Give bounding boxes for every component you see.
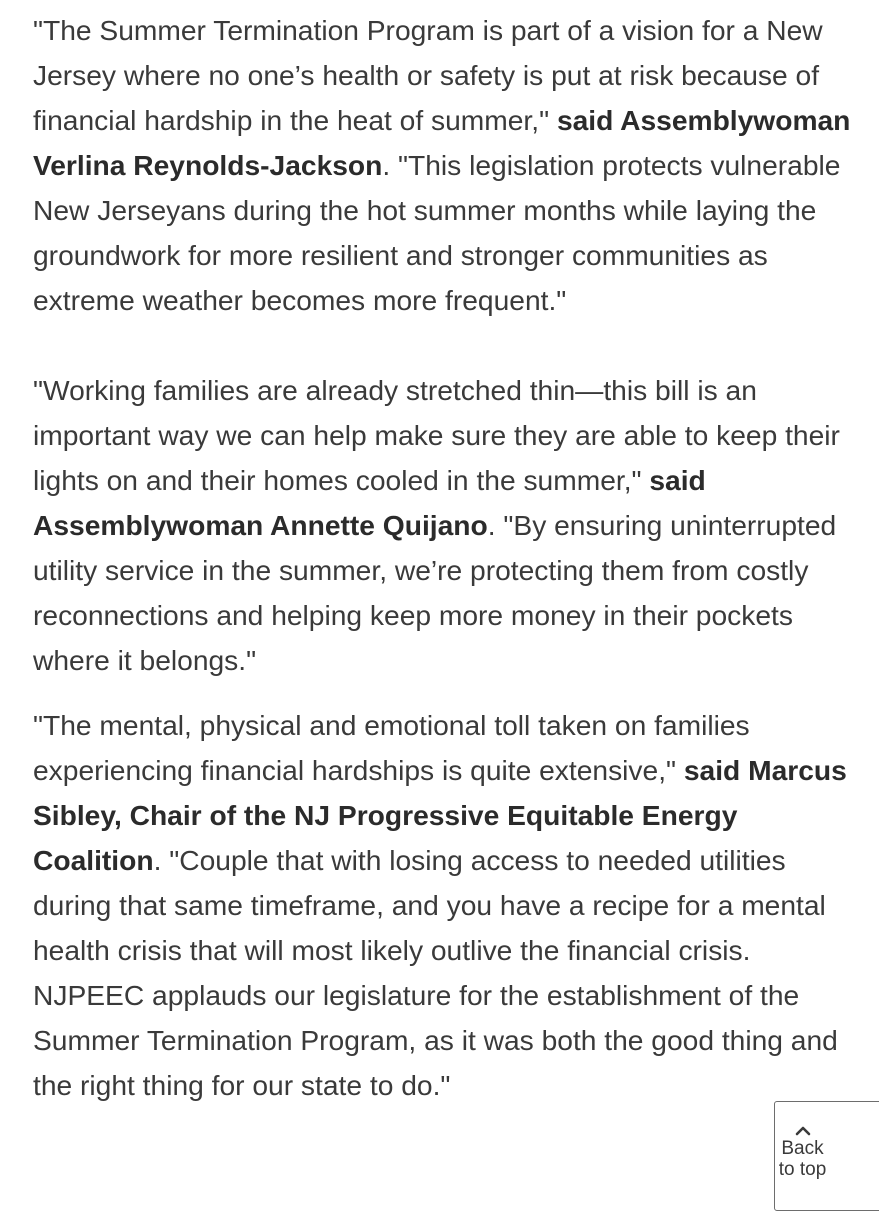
paragraph-spacer: [33, 683, 863, 703]
speaker-attribution: said Assemblywoman Annette Quijano: [33, 464, 706, 541]
back-to-top-label: [779, 1138, 827, 1180]
speaker-attribution: said Marcus Sibley, Chair of the NJ Progressive Equitable Energy Coalition: [33, 754, 847, 876]
quote-paragraph-3: [33, 703, 863, 1108]
quote-text: . "Couple that with losing access to needed utilities during that same timeframe, and you have a recipe for a mental health crisis that will most likely outlive the financial crisis. NJPEEC applauds our legislature for the establishment of the Summer Termination Program, as it was both the good thing and the right thing for our state to do.": [33, 844, 838, 1101]
quote-text: . "This legislation protects vulnerable New Jerseyans during the hot summer months while laying the groundwork for more resilient and stronger communities as extreme weather becomes more frequent.": [33, 149, 841, 316]
quote-paragraph-2: [33, 368, 863, 683]
back-to-top-line1: Back: [781, 1138, 824, 1159]
back-to-top-button[interactable]: [774, 1101, 879, 1211]
back-to-top-line2: to top: [778, 1159, 827, 1180]
quote-paragraph-1: [33, 8, 863, 323]
chevron-up-icon: [794, 1124, 812, 1136]
paragraph-spacer: [33, 323, 863, 368]
article-body: [33, 8, 863, 1108]
speaker-attribution: said Assemblywoman Verlina Reynolds-Jackson: [33, 104, 851, 181]
quote-text: "The Summer Termination Program is part of a vision for a New Jersey where no one’s health or safety is put at risk because of financial hardship in the heat of summer,": [33, 14, 823, 136]
quote-text: "Working families are already stretched thin—this bill is an important way we can help make sure they are able to keep their lights on and their homes cooled in the summer,": [33, 374, 840, 496]
quote-text: "The mental, physical and emotional toll taken on families experiencing financial hardships is quite extensive,": [33, 709, 750, 786]
quote-text: . "By ensuring uninterrupted utility service in the summer, we’re protecting them from costly reconnections and helping keep more money in their pockets where it belongs.": [33, 509, 837, 676]
